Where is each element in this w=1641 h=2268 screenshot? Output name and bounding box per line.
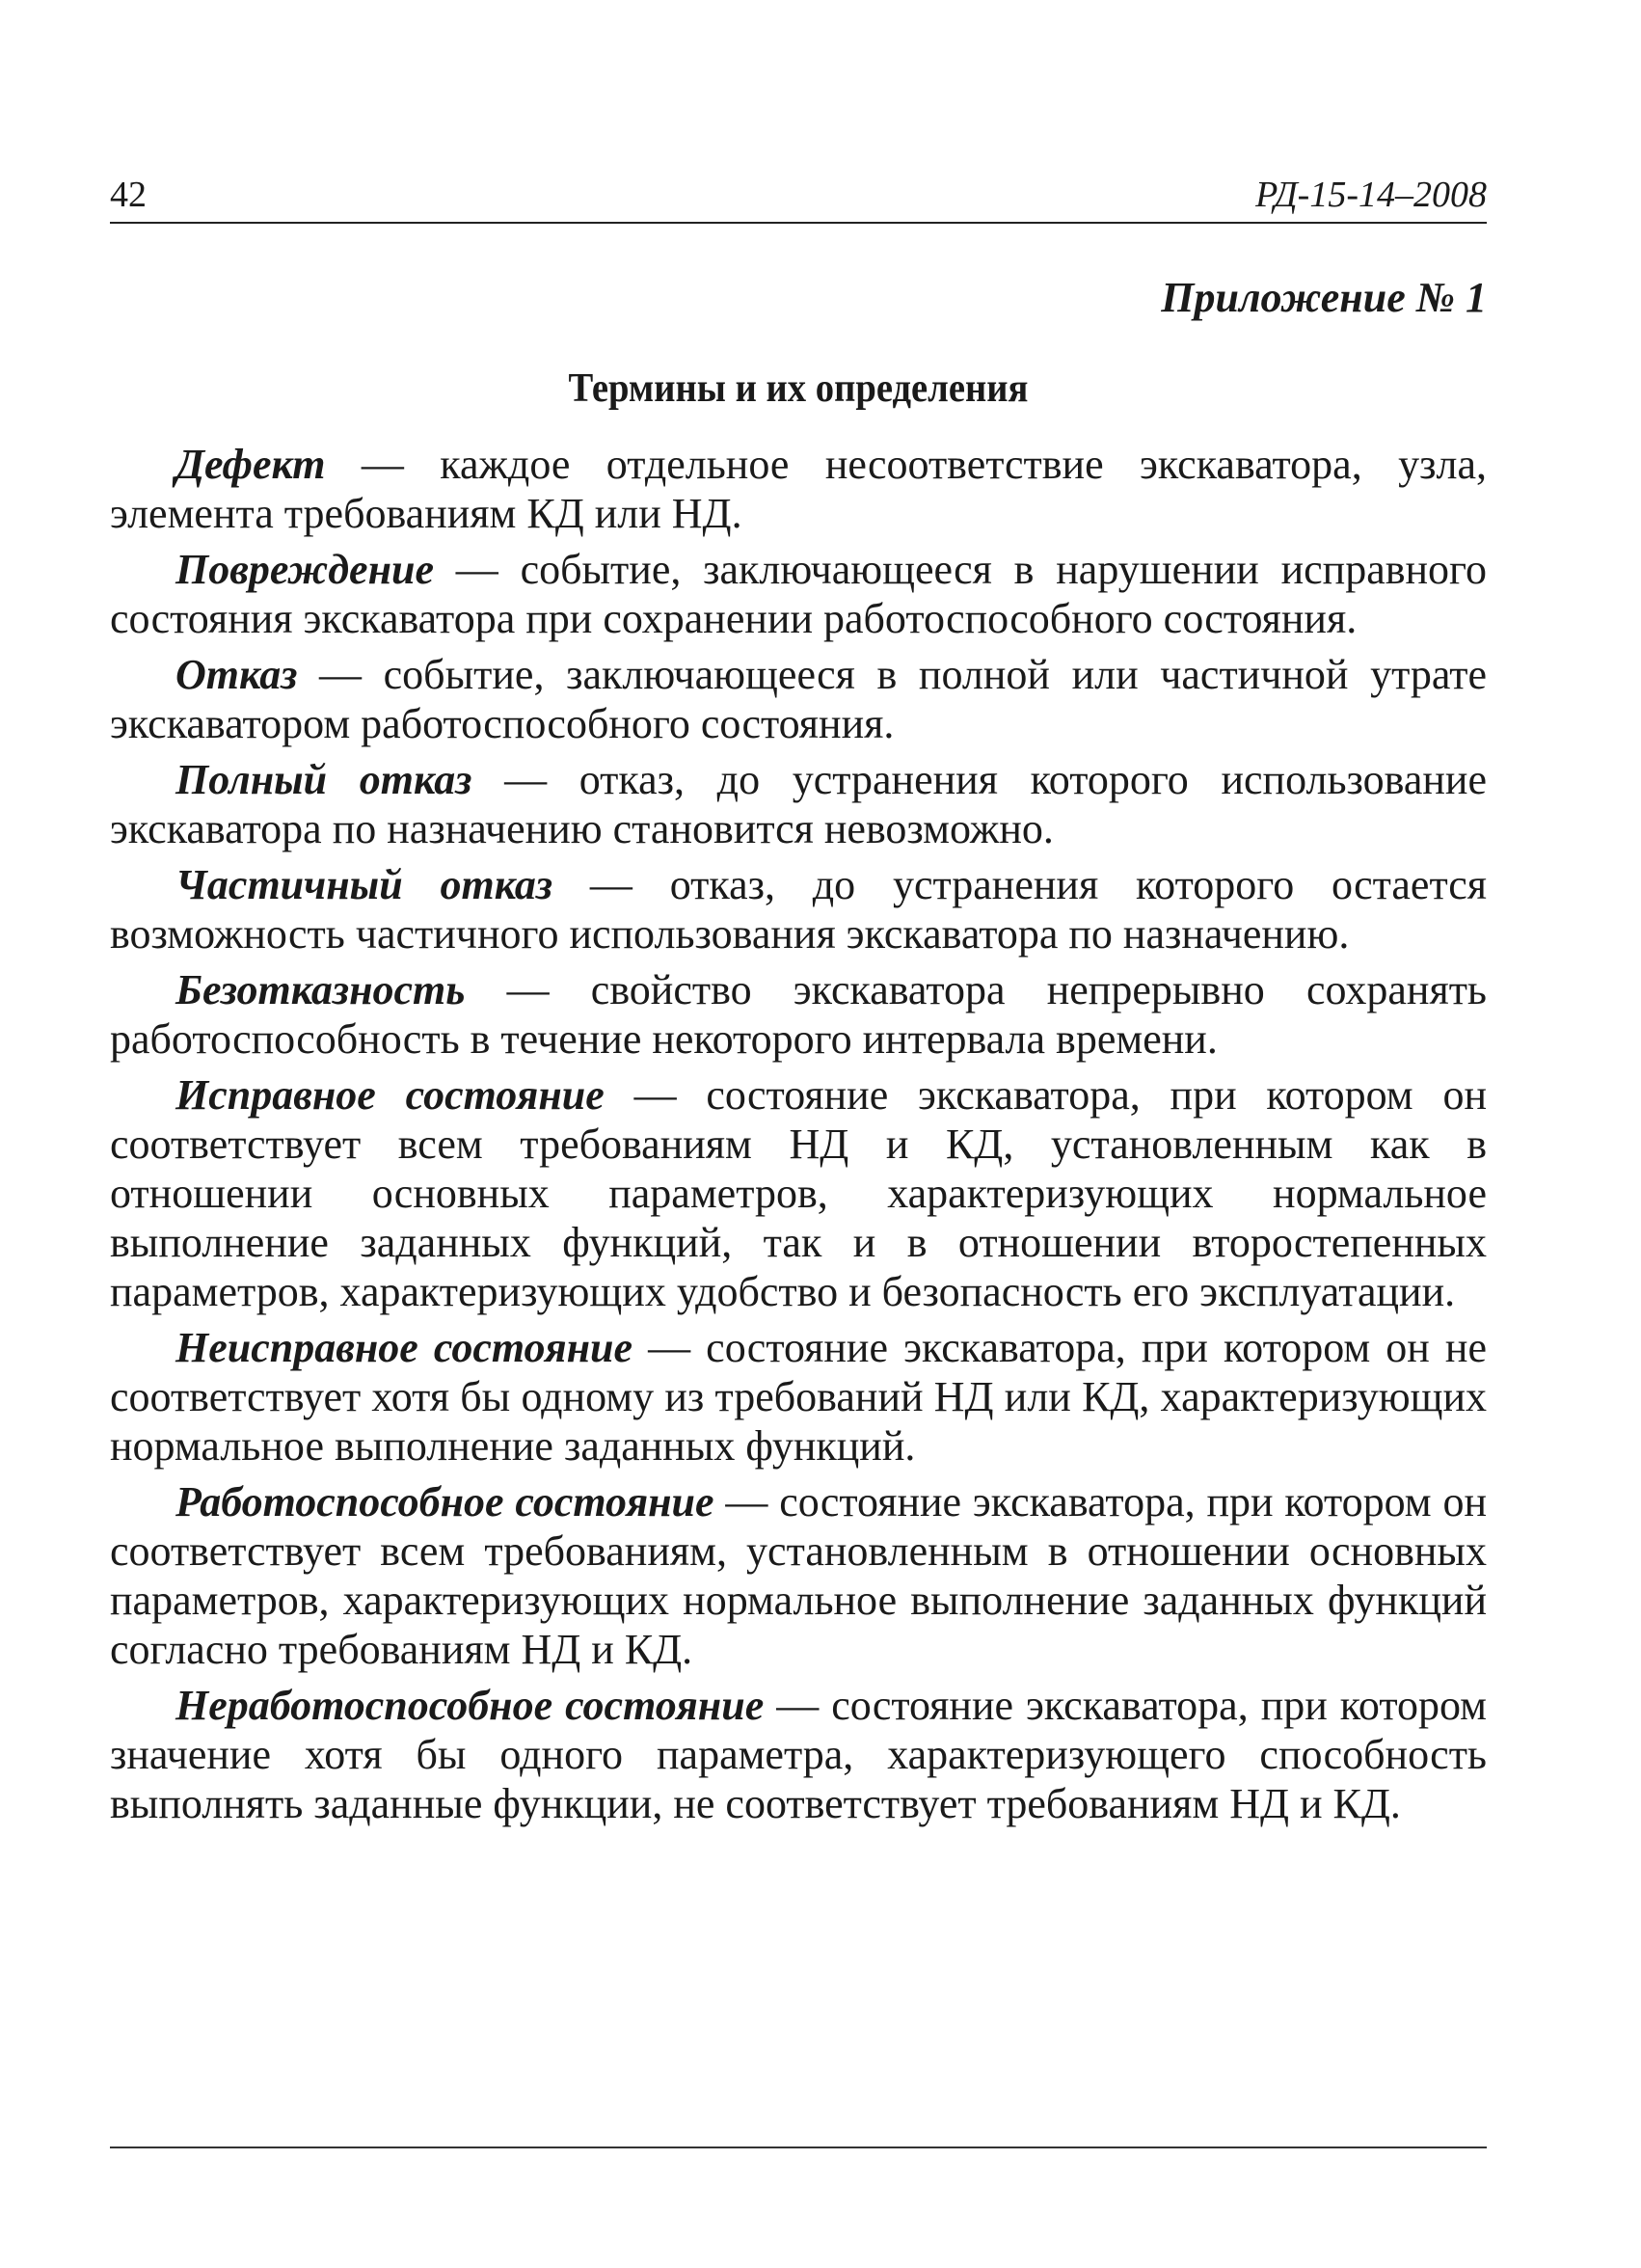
term-definition: — событие, заключающееся в нарушении исправного состояния экскаватора при сохранении работоспособного состояния. xyxy=(110,546,1487,642)
document-page xyxy=(110,172,1487,2197)
term-definition: — свойство экскаватора непрерывно сохранять работоспособность в течение некоторого интервала времени. xyxy=(110,966,1487,1063)
term-name: Неработоспособное состояние xyxy=(175,1682,765,1729)
page-number: 42 xyxy=(110,175,147,215)
term-name: Исправное состояние xyxy=(175,1071,605,1119)
term-definition: — состояние экскаватора, при котором он соответствует всем требованиям НД и КД, установленным как в отношении основных параметров, характеризующих нормальное выполнение заданных функций, так и в отношении второстепенных параметров, характеризующих удобство и безопасность его эксплуатации. xyxy=(110,1071,1487,1315)
term-entry xyxy=(110,1477,1487,1674)
term-name: Работоспособное состояние xyxy=(175,1478,714,1526)
term-entry xyxy=(110,1681,1487,1828)
term-definition: — событие, заключающееся в полной или частичной утрате экскаватором работоспособного состояния. xyxy=(110,651,1487,747)
term-entry xyxy=(110,650,1487,748)
term-entry xyxy=(110,545,1487,643)
appendix-label: Приложение № 1 xyxy=(1161,274,1487,321)
section-title: Термины и их определения xyxy=(568,366,1029,411)
term-name: Дефект xyxy=(175,441,326,488)
term-definition: — состояние экскаватора, при котором он не соответствует хотя бы одному из требований НД или КД, характеризующих нормальное выполнение заданных функций. xyxy=(110,1324,1487,1470)
term-entry xyxy=(110,965,1487,1064)
terms-list xyxy=(110,440,1487,1828)
term-name: Отказ xyxy=(175,651,298,698)
running-header xyxy=(110,172,1487,224)
term-definition: — отказ, до устранения которого использование экскаватора по назначению становится невозможно. xyxy=(110,756,1487,852)
term-entry xyxy=(110,1323,1487,1471)
term-entry xyxy=(110,440,1487,538)
term-entry xyxy=(110,860,1487,958)
term-definition: — состояние экскаватора, при котором он соответствует всем требованиям, установленным в отношении основных параметров, характеризующих нормальное выполнение заданных функций согласно требованиям НД и КД. xyxy=(110,1478,1487,1673)
term-name: Полный отказ xyxy=(175,756,472,803)
term-name: Частичный отказ xyxy=(175,861,553,908)
term-definition: — отказ, до устранения которого остается возможность частичного использования экскаватора по назначению. xyxy=(110,861,1487,958)
term-entry xyxy=(110,755,1487,853)
footer-divider xyxy=(110,2146,1487,2148)
term-name: Неисправное состояние xyxy=(175,1324,633,1371)
document-code: РД-15-14–2008 xyxy=(1255,175,1487,215)
term-definition: — состояние экскаватора, при котором значение хотя бы одного параметра, характеризующего способность выполнять заданные функции, не соответствует требованиям НД и КД. xyxy=(110,1682,1487,1827)
term-definition: — каждое отдельное несоответствие экскаватора, узла, элемента требованиям КД или НД. xyxy=(110,441,1487,537)
term-entry xyxy=(110,1070,1487,1316)
term-name: Повреждение xyxy=(175,546,434,593)
term-name: Безотказность xyxy=(175,966,466,1013)
